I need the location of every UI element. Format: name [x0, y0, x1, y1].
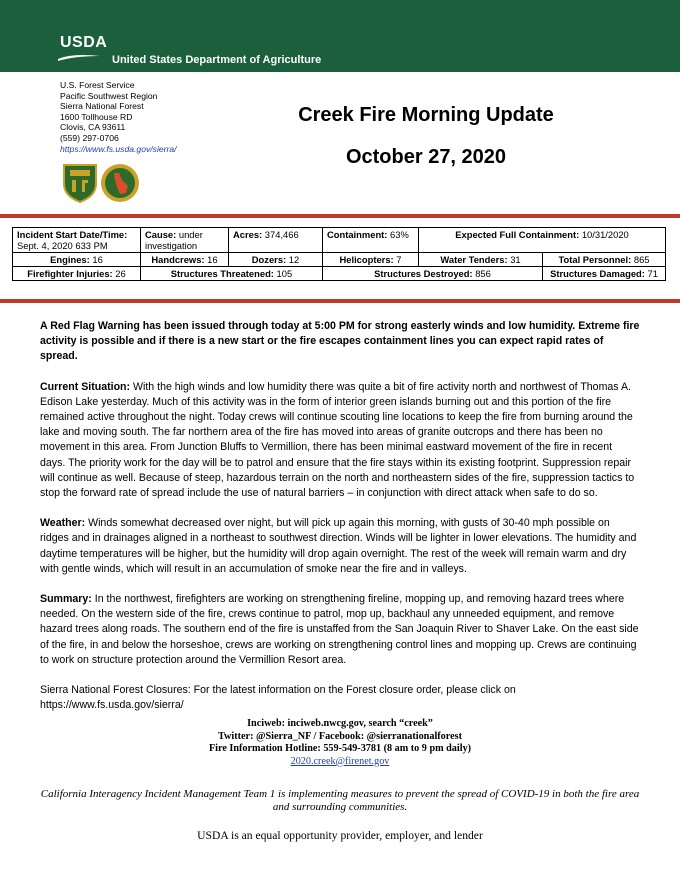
current-situation-paragraph [40, 380, 640, 502]
closures-paragraph: Sierra National Forest Closures: For the latest information on the Forest closure order, please click on https://www.fs.usda.gov/sierra/ [40, 684, 516, 712]
weather-heading: Weather: [40, 517, 86, 530]
page-title: Creek Fire Morning Update [298, 104, 554, 126]
weather-paragraph [40, 516, 640, 577]
cal-fire-badge-icon [101, 164, 139, 202]
expected-containment-cell: Expected Full Containment: 10/31/2020 [419, 228, 666, 253]
current-situation-text: With the high winds and low humidity there was quite a bit of fire activity north and northwest of Thomas A. Edison Lake yesterday. Much of this activity was in the form of interior green islands burning out and this portion of the fire remained active throughout the night. Today crews will continue scouting line locations to keep the fire from burning around the lake and moving south. The far northern area of the fire has moved into areas of granite outcrops and there has been no movement in this area. From Junction Bluffs to Vermillion, there has been minimal eastward movement of the fire in recent days. The priority work for the day will be to patrol and ensure that the fire stays within its existing footprint. Suppression repair will continue as well. Because of steep, hazardous terrain on the north and northeastern sides of the fire, suppression tactics to stop the forward rate of spread include the use of natural barriers – in conjunction with direct attack when safe to do so. [40, 380, 635, 500]
injuries-cell: Firefighter Injuries: 26 [13, 267, 141, 281]
office-address [60, 80, 177, 154]
total-personnel-cell: Total Personnel: 865 [543, 253, 666, 267]
inciweb-line: Inciweb: inciweb.nwcg.gov, search “creek” [247, 718, 433, 729]
update-body [40, 319, 640, 713]
address-line: Pacific Southwest Region [60, 90, 158, 101]
summary-paragraph [40, 592, 640, 668]
address-line: U.S. Forest Service [60, 80, 135, 90]
structures-threatened-cell: Structures Threatened: 105 [141, 267, 323, 281]
hotline-line: Fire Information Hotline: 559-549-3781 (8 am to 9 pm daily) [208, 743, 472, 755]
top-rule [0, 214, 680, 218]
table-row [13, 253, 666, 267]
summary-text: In the northwest, firefighters are working on strengthening fireline, mopping up, and removing hazard trees where needed. On the western side of the fire, crews continue to patrol, mop up, backhaul any unneeded equipment, and remove hazard trees along roads. The southern end of the fire is unstaffed from the San Joaquin River to Shaver Lake. On the east side of the fire, in and below the horseshoe, crews are working on strengthening control lines and mopping up. Crews are continuing to work on structure protection around the Vermillion Resort area. [40, 593, 639, 666]
table-row [13, 267, 666, 281]
bottom-rule [0, 299, 680, 303]
table-row [13, 228, 666, 253]
address-line: (559) 297-0706 [60, 132, 119, 143]
handcrews-cell: Handcrews: 16 [141, 253, 229, 267]
usda-logo: USDA [60, 34, 108, 51]
contact-info [40, 718, 640, 768]
red-flag-warning: A Red Flag Warning has been issued through today at 5:00 PM for strong easterly winds and low humidity. Extreme fire activity is possible and if there is a new start or the fire escapes containment lines you can expect rapid rates of spread. [40, 320, 640, 363]
current-situation-heading: Current Situation: [40, 380, 131, 393]
equal-opportunity-footer: USDA is an equal opportunity provider, employer, and lender [197, 829, 483, 842]
structures-destroyed-cell: Structures Destroyed: 856 [323, 267, 543, 281]
cause-cell: Cause: under investigation [141, 228, 229, 253]
department-name: United States Department of Agriculture [112, 54, 322, 66]
address-line: Sierra National Forest [60, 101, 144, 112]
address-line: 1600 Tollhouse RD [60, 111, 133, 122]
email-link[interactable]: 2020.creek@firenet.gov [290, 755, 390, 767]
acres-cell: Acres: 374,466 [229, 228, 323, 253]
incident-stats-table [12, 227, 666, 281]
usda-banner [0, 0, 680, 72]
containment-cell: Containment: 63% [323, 228, 419, 253]
social-line: Twitter: @Sierra_NF / Facebook: @sierranationalforest [218, 730, 462, 742]
weather-text: Winds somewhat decreased over night, but will pick up again this morning, with gusts of 30-40 mph possible on ridges and in drainages aligned in a northeast to southwest direction. Winds will be lighter in lower elevations. The humidity and daytime temperatures will be higher, but the humidity will drop again overnight. The rest of the week will remain warm and dry with gentle winds, which will result in an accumulation of smoke near the fire and in valleys. [40, 517, 637, 575]
address-line: Clovis, CA 93611 [60, 122, 126, 133]
covid-notice: California Interagency Incident Management Team 1 is implementing measures to prevent the spread of COVID-19 in both the fire area and surrounding communities. [40, 788, 640, 814]
forest-service-shield-icon [64, 165, 96, 202]
summary-heading: Summary: [40, 593, 92, 606]
usda-swoosh-icon [58, 53, 100, 61]
update-date: October 27, 2020 [345, 146, 507, 168]
dozers-cell: Dozers: 12 [229, 253, 323, 267]
forest-website-link[interactable]: https://www.fs.usda.gov/sierra/ [60, 143, 177, 154]
structures-damaged-cell: Structures Damaged: 71 [543, 267, 666, 281]
helicopters-cell: Helicopters: 7 [323, 253, 419, 267]
water-tenders-cell: Water Tenders: 31 [419, 253, 543, 267]
engines-cell: Engines: 16 [13, 253, 141, 267]
incident-start-cell: Incident Start Date/Time: Sept. 4, 2020 633 PM [13, 228, 141, 253]
agency-logos [62, 162, 142, 204]
